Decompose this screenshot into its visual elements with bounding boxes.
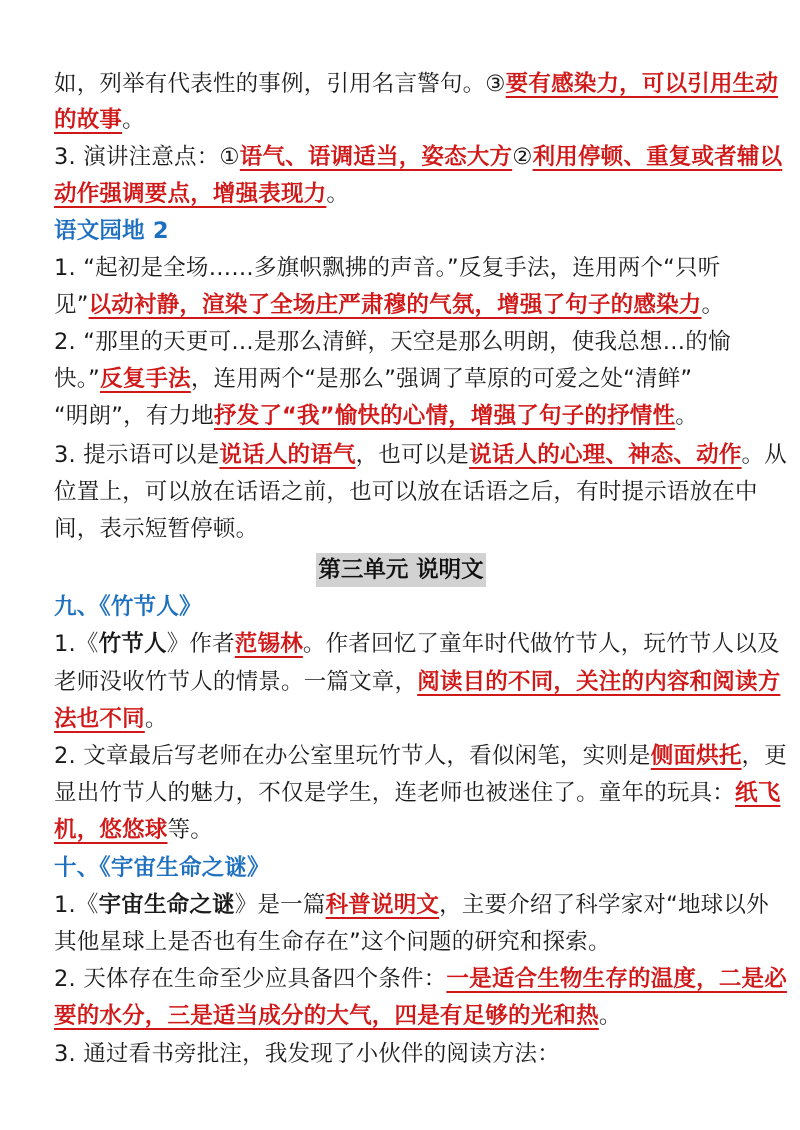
answer-highlight: 法也不同: [54, 706, 145, 732]
text-line: 1.《竹节人》作者范锡林。作者回忆了童年时代做竹节人，玩竹节人以及: [54, 631, 780, 657]
text-line: 位置上，可以放在话语之前，也可以放在话语之后，有时提示语放在中: [54, 479, 758, 505]
answer-highlight: 动作强调要点，增强表现力: [54, 181, 327, 207]
text-line: 如，列举有代表性的事例，引用名言警句。③要有感染力，可以引用生动: [54, 71, 779, 97]
answer-highlight: 机，悠悠球: [54, 817, 168, 843]
text-line: 3. 提示语可以是说话人的语气，也可以是说话人的心理、神态、动作。从: [54, 442, 787, 468]
answer-highlight: 以动衬静，渲染了全场庄严肃穆的气氛，增强了句子的感染力: [88, 292, 702, 318]
answer-highlight: 侧面烘托: [650, 743, 742, 769]
unit-title: 第三单元 说明文: [316, 553, 486, 587]
text-line: 2. 文章最后写老师在办公室里玩竹节人，看似闲笔，实则是侧面烘托，更: [54, 743, 787, 769]
answer-highlight: 阅读目的不同，关注的内容和阅读方: [417, 669, 781, 695]
answer-highlight: 反复手法: [100, 366, 191, 392]
text-line: 动作强调要点，增强表现力。: [54, 181, 350, 207]
answer-highlight: 说话人的心理、神态、动作: [469, 442, 742, 468]
section-heading: 语文园地 2: [54, 218, 169, 244]
answer-highlight: 科普说明文: [325, 892, 440, 918]
text-line: 要的水分，三是适当成分的大气，四是有足够的光和热。: [54, 1003, 622, 1029]
text-line: “明朗”，有力地抒发了“我”愉快的心情，增强了句子的抒情性。: [54, 403, 698, 429]
text-line: 1. “起初是全场……多旗帜飘拂的声音。”反复手法，连用两个“只听: [54, 255, 721, 281]
lesson-heading: 九、《竹节人》: [54, 594, 202, 620]
answer-highlight: 一是适合生物生存的温度，二是必: [446, 966, 787, 992]
text-line: 间，表示短暂停顿。: [54, 516, 259, 542]
text-line: 机，悠悠球等。: [54, 817, 213, 843]
answer-highlight: 语气、语调适当，姿态大方: [239, 144, 513, 170]
lesson-heading: 十、《宇宙生命之谜》: [54, 855, 270, 881]
text-line: 3. 演讲注意点：①语气、语调适当，姿态大方②利用停顿、重复或者辅以: [54, 144, 783, 170]
answer-highlight: 的故事: [54, 107, 123, 133]
answer-highlight: 说话人的语气: [219, 442, 356, 468]
text-line: 2. 天体存在生命至少应具备四个条件：一是适合生物生存的温度，二是必: [54, 966, 787, 992]
answer-highlight: 利用停顿、重复或者辅以: [532, 144, 783, 170]
text-line: 其他星球上是否也有生命存在”这个问题的研究和探索。: [54, 929, 611, 955]
answer-highlight: 要有感染力，可以引用生动: [505, 71, 779, 97]
answer-highlight: 纸飞: [735, 780, 781, 806]
text-line: 1.《宇宙生命之谜》是一篇科普说明文，主要介绍了科学家对“地球以外: [54, 892, 769, 918]
answer-highlight: 要的水分，三是适当成分的大气，四是有足够的光和热: [54, 1003, 599, 1029]
text-line: 的故事。: [54, 107, 145, 133]
text-line: 显出竹节人的魅力，不仅是学生，连老师也被迷住了。童年的玩具：纸飞: [54, 780, 781, 806]
text-line: 见”以动衬静，渲染了全场庄严肃穆的气氛，增强了句子的感染力。: [54, 292, 725, 318]
text-line: 2. “那里的天更可…是那么清鲜，天空是那么明朗，使我总想…的愉: [54, 329, 731, 355]
answer-highlight: 抒发了“我”愉快的心情，增强了句子的抒情性: [213, 403, 676, 429]
text-line: 法也不同。: [54, 706, 168, 732]
answer-highlight: 范锡林: [234, 631, 303, 657]
text-line: 3. 通过看书旁批注，我发现了小伙伴的阅读方法：: [54, 1041, 560, 1067]
text-line: 老师没收竹节人的情景。一篇文章，阅读目的不同，关注的内容和阅读方: [54, 669, 781, 695]
text-line: 快。”反复手法，连用两个“是那么”强调了草原的可爱之处“清鲜”: [54, 366, 693, 392]
